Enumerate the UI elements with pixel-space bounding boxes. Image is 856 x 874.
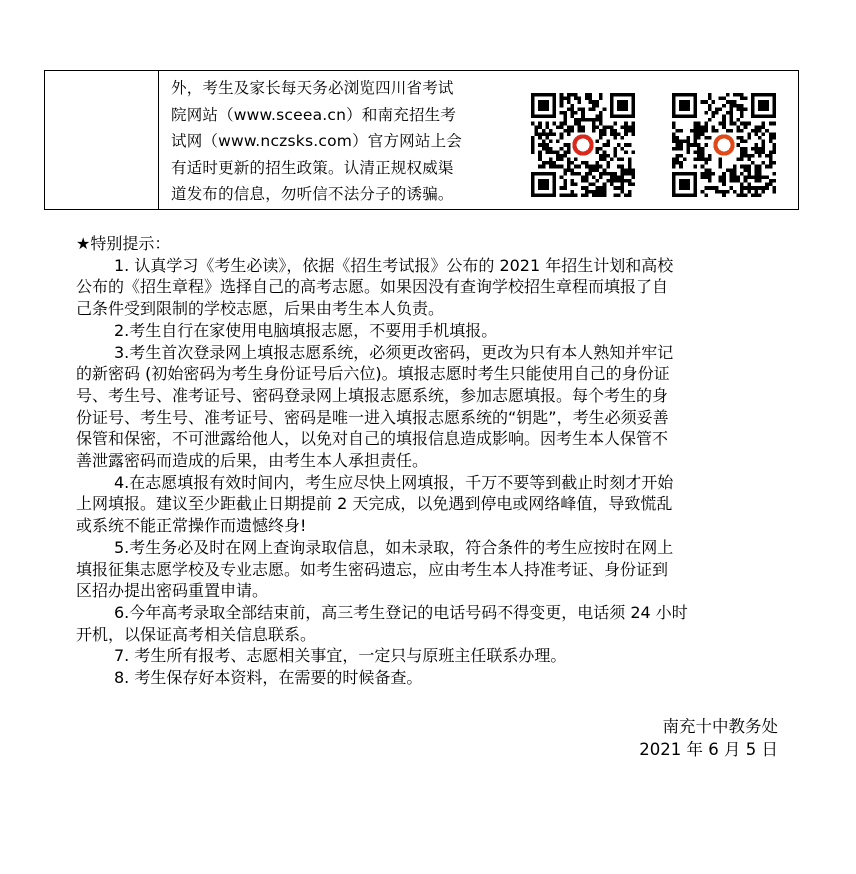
notice-item-first-line: 7. 考生所有报考、志愿相关事宜，一定只与原班主任联系办理。: [114, 646, 567, 666]
notice-item-line: 填报征集志愿学校及专业志愿。如考生密码遗忘，应由考生本人持准考证、身份证到: [76, 559, 669, 579]
notice-item-line: 开机，以保证高考相关信息联系。: [76, 624, 317, 644]
notice-item-first-line: 6.今年高考录取全部结束前，高三考生登记的电话号码不得变更，电话须 24 小时: [114, 602, 688, 622]
notice-item-line: 善泄露密码而造成的后果，由考生本人承担责任。: [76, 451, 429, 471]
notice-items: [76, 255, 786, 689]
notice-title: ★特别提示：: [76, 234, 171, 253]
special-notice: [76, 233, 786, 689]
notice-item-first-line: 1. 认真学习《考生必读》，依据《招生考试报》公布的 2021 年招生计划和高校: [114, 255, 674, 275]
notice-item-line: 份证号、考生号、准考证号、密码是唯一进入填报志愿系统的“钥匙”，考生必须妥善: [76, 407, 669, 427]
info-table: [44, 70, 799, 210]
table-left-cell: [45, 71, 159, 209]
table-text-cell: [171, 75, 521, 208]
notice-item-first-line: 5.考生务必及时在网上查询录取信息，如未录取，符合条件的考生应按时在网上: [114, 537, 674, 557]
notice-item-line: 区招办提出密码重置申请。: [76, 581, 269, 601]
signature-date: 2021 年 6 月 5 日: [639, 740, 778, 759]
notice-item-line: 上网填报。建议至少距截止日期提前 2 天完成，以免遇到停电或网络峰值，导致慌乱: [76, 494, 673, 514]
notice-item-line: 或系统不能正常操作而遗憾终身!: [76, 516, 307, 536]
notice-item-line: 号、考生号、准考证号、密码登录网上填报志愿系统，参加志愿填报。每个考生的身: [76, 385, 669, 405]
qr-code-sceea-icon: [531, 93, 635, 197]
notice-item-first-line: 2.考生自行在家使用电脑填报志愿，不要用手机填报。: [114, 320, 498, 340]
notice-item-first-line: 8. 考生保存好本资料，在需要的时候备查。: [114, 668, 423, 688]
table-text-line: 外，考生及家长每天务必浏览四川省考试: [171, 79, 454, 97]
notice-item-first-line: 4.在志愿填报有效时间内，考生应尽快上网填报，千万不要等到截止时刻才开始: [114, 472, 674, 492]
table-text-line: 院网站（www.sceea.cn）和南充招生考: [171, 105, 457, 124]
qr-code-nczsks-icon: [672, 93, 776, 197]
signature-block: [639, 715, 778, 761]
table-text-line: 有适时更新的招生政策。认清正规权威渠: [171, 158, 454, 177]
notice-item-line: 公布的《招生章程》选择自己的高考志愿。如果因没有查询学校招生章程而填报了自: [76, 277, 669, 297]
notice-item-first-line: 3.考生首次登录网上填报志愿系统，必须更改密码，更改为只有本人熟知并牢记: [114, 342, 674, 362]
table-text-line: 道发布的信息，勿听信不法分子的诱骗。: [171, 185, 454, 203]
table-text-line: 试网（www.nczsks.com）官方网站上会: [171, 132, 462, 150]
notice-item-line: 的新密码 (初始密码为考生身份证号后六位)。填报志愿时考生只能使用自己的身份证: [76, 364, 670, 384]
notice-item-line: 己条件受到限制的学校志愿，后果由考生本人负责。: [76, 299, 445, 319]
signature-org: 南充十中教务处: [662, 717, 778, 736]
notice-item-line: 保管和保密，不可泄露给他人，以免对自己的填报信息造成影响。因考生本人保管不: [76, 429, 669, 449]
